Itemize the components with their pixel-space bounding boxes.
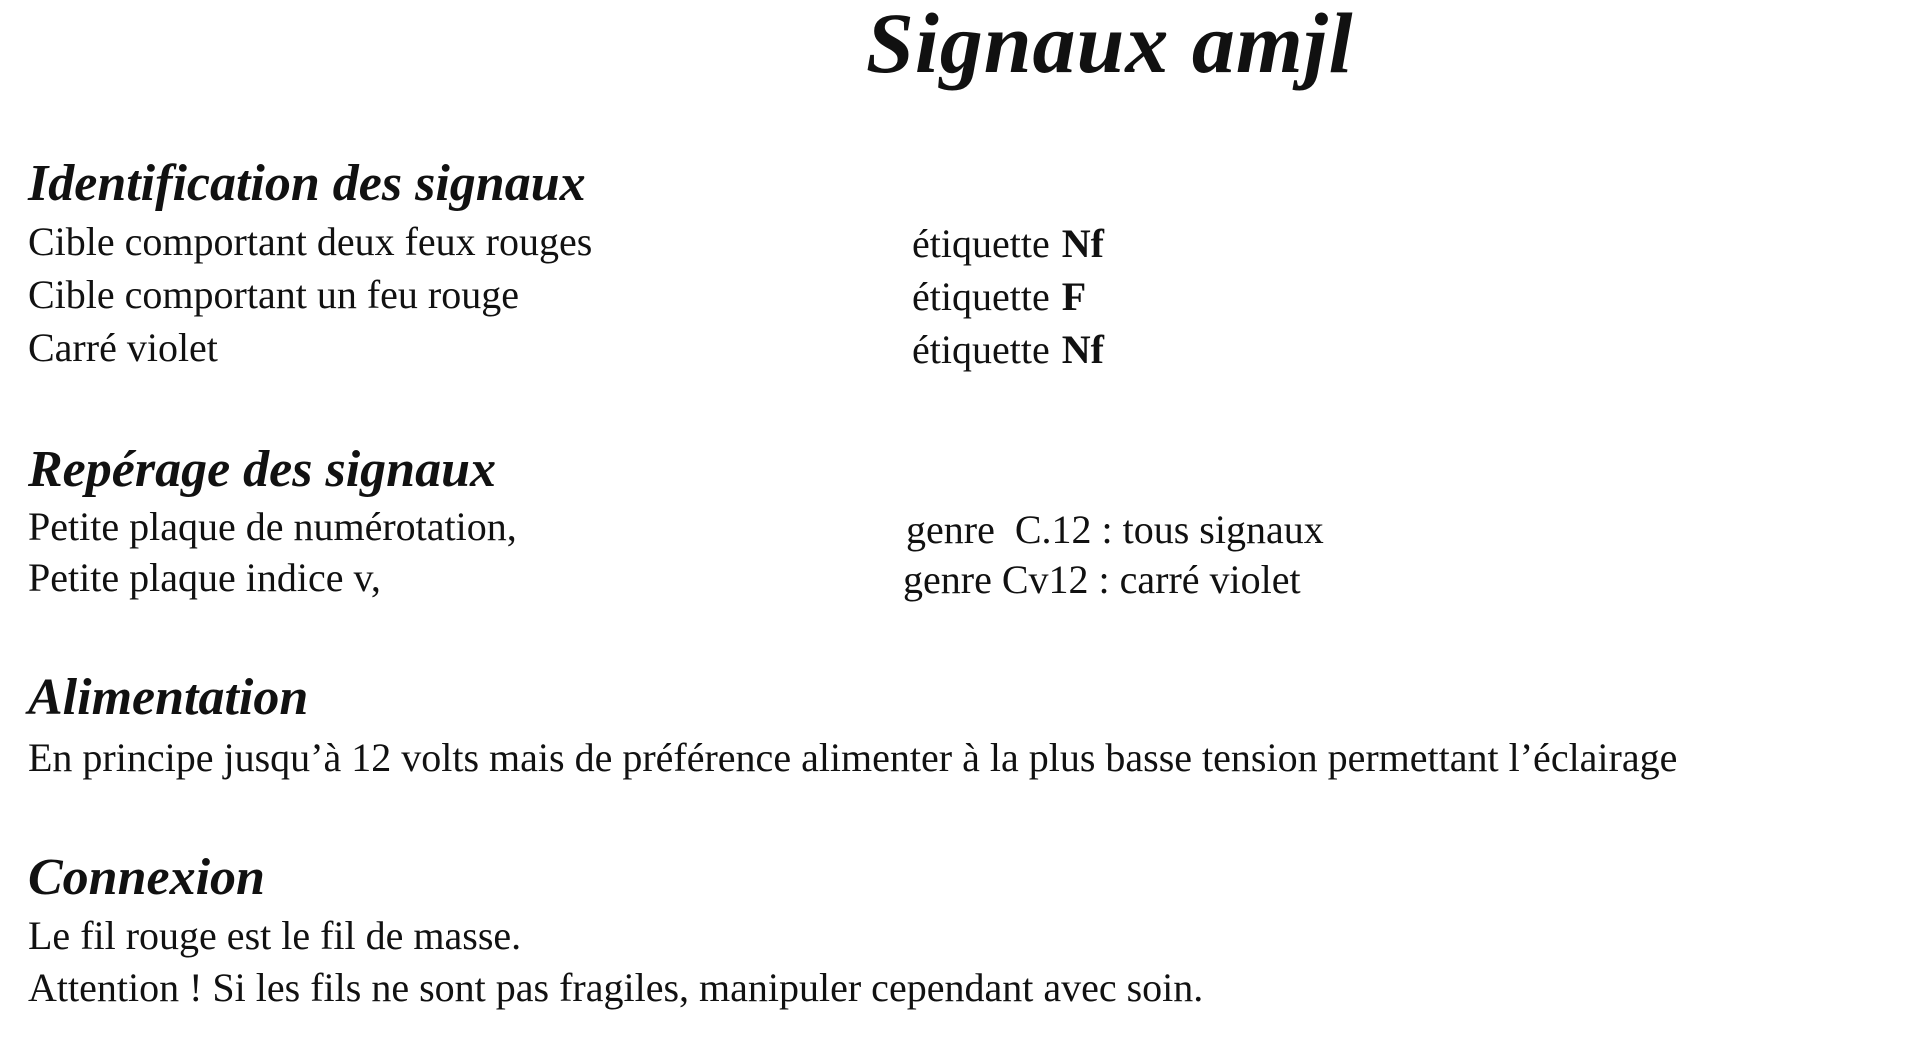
- etiquette-label: étiquette: [912, 274, 1050, 319]
- identification-tag-3: [912, 327, 1104, 372]
- identification-label-3: Carré violet: [28, 325, 218, 370]
- connexion-line-1: Le fil rouge est le fil de masse.: [28, 913, 522, 958]
- alimentation-text: En principe jusqu’à 12 volts mais de préférence alimenter à la plus basse tension permettant l’éclairage: [28, 735, 1678, 780]
- etiquette-label: étiquette: [912, 221, 1050, 266]
- identification-tag-2: [912, 274, 1087, 319]
- etiquette-code: Nf: [1061, 221, 1104, 266]
- page-title: Signaux amjl: [866, 0, 1354, 91]
- reperage-value-2: genre Cv12 : carré violet: [903, 557, 1301, 602]
- connexion-line-2: Attention ! Si les fils ne sont pas fragiles, manipuler cependant avec soin.: [28, 965, 1204, 1010]
- section-heading-connexion: Connexion: [28, 849, 265, 906]
- identification-tag-1: [912, 221, 1104, 266]
- etiquette-code: Nf: [1061, 327, 1104, 372]
- section-heading-identification: Identification des signaux: [28, 155, 586, 212]
- etiquette-code: F: [1061, 274, 1087, 319]
- reperage-label-1: Petite plaque de numérotation,: [28, 504, 517, 549]
- identification-label-1: Cible comportant deux feux rouges: [28, 219, 593, 264]
- section-heading-alimentation: Alimentation: [28, 669, 309, 726]
- reperage-value-1: genre C.12 : tous signaux: [906, 507, 1324, 552]
- etiquette-label: étiquette: [912, 327, 1050, 372]
- identification-label-2: Cible comportant un feu rouge: [28, 272, 519, 317]
- reperage-label-2: Petite plaque indice v,: [28, 555, 381, 600]
- section-heading-reperage: Repérage des signaux: [28, 441, 496, 498]
